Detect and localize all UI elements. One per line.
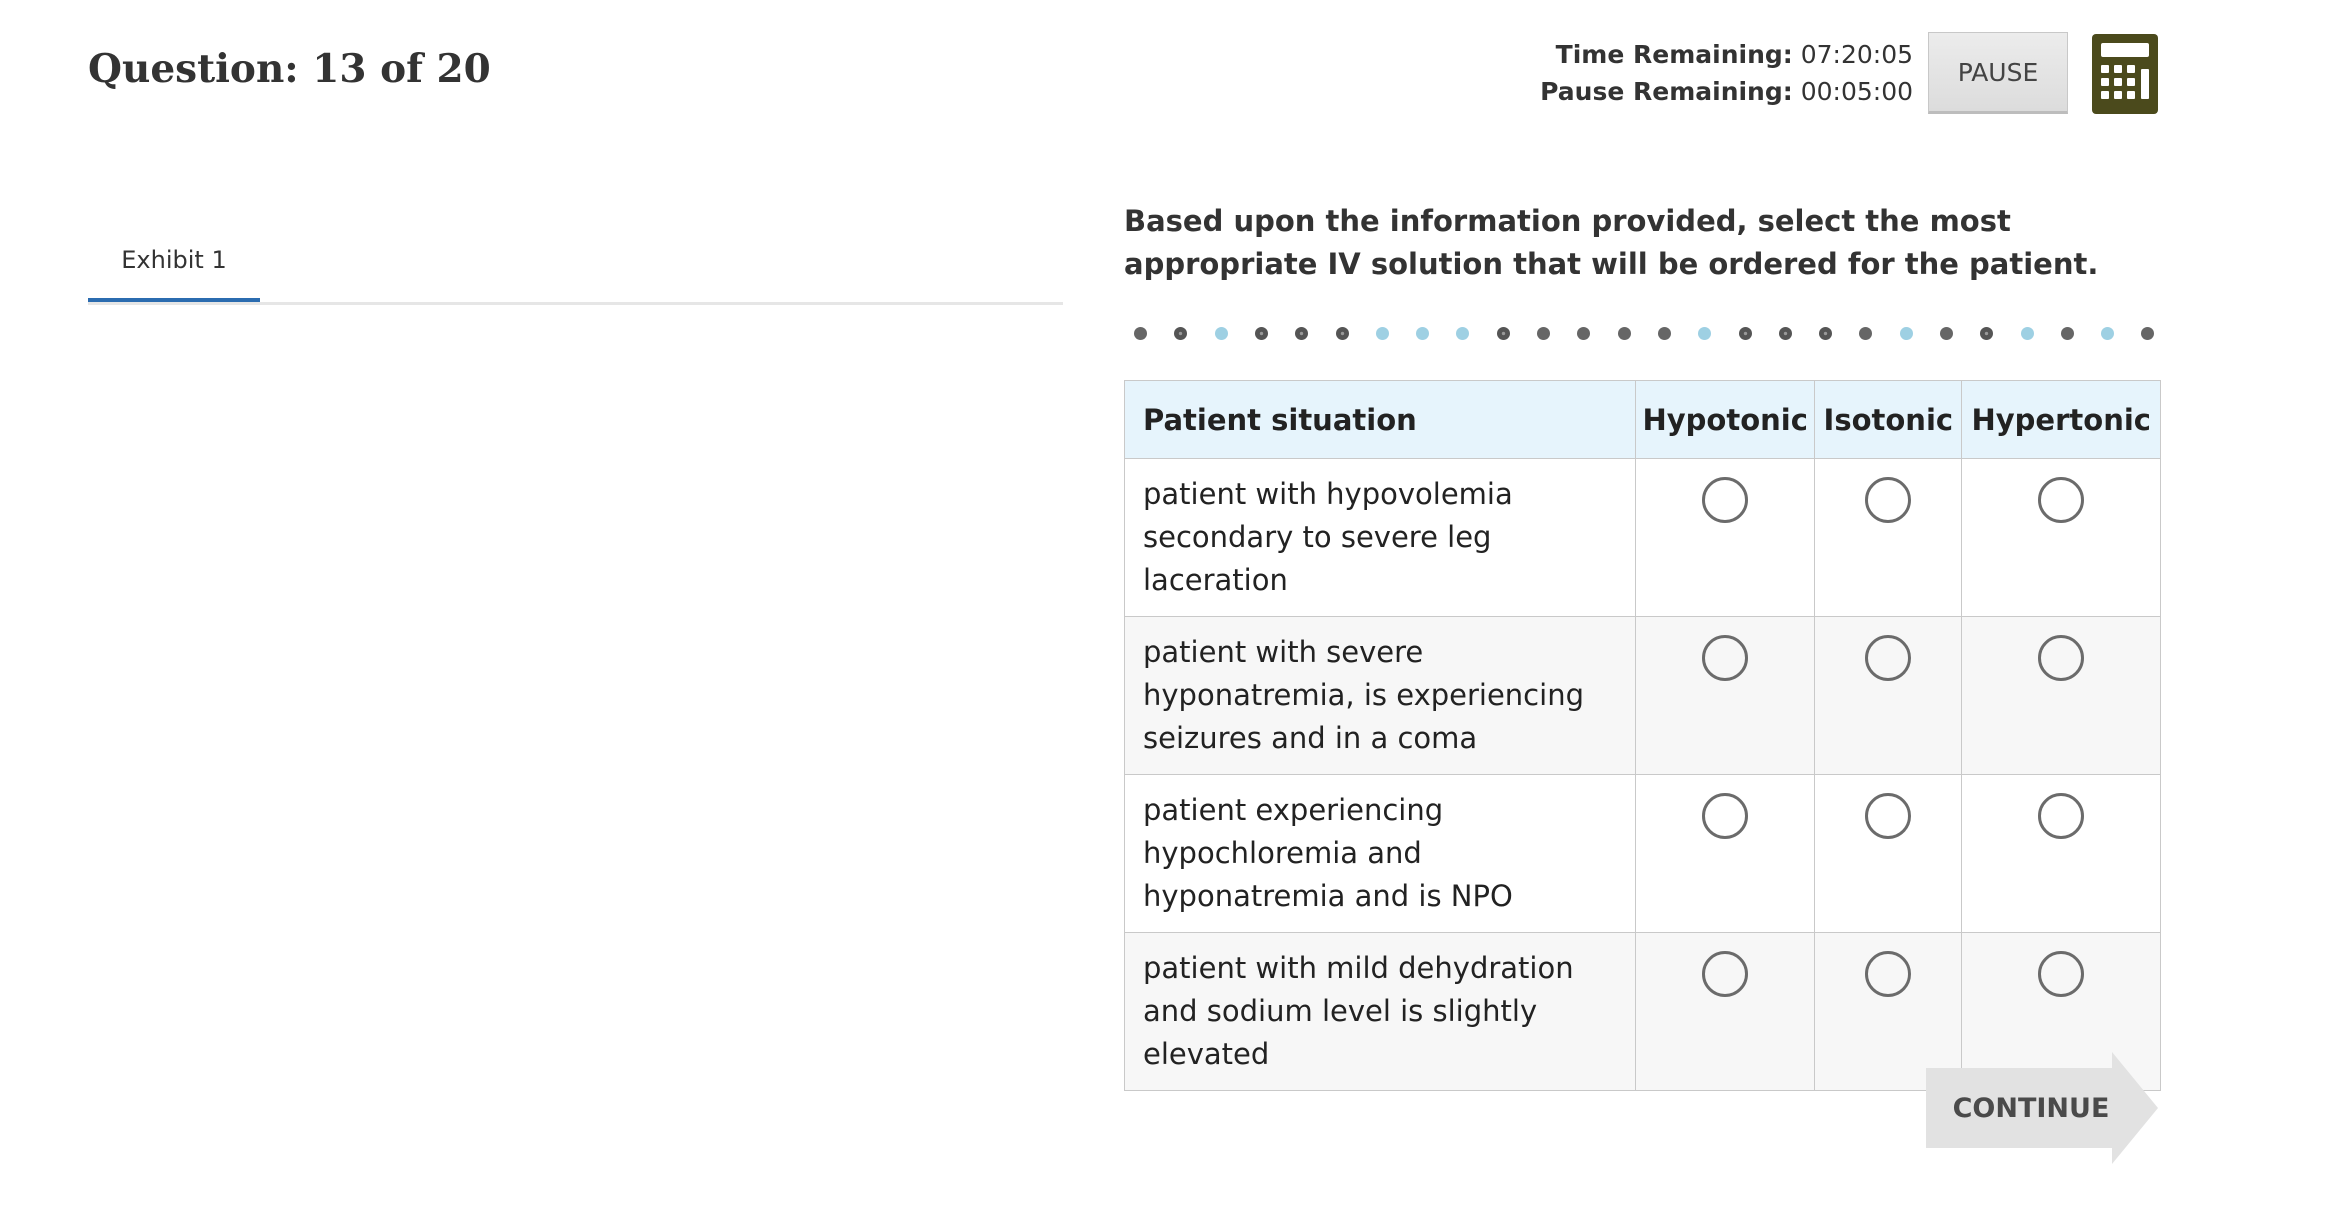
- tab-exhibit-1[interactable]: Exhibit 1: [88, 222, 260, 302]
- progress-dot: [1537, 327, 1550, 340]
- progress-dot: [1739, 327, 1752, 340]
- answer-matrix: [1124, 380, 2161, 1091]
- progress-dot: [1940, 327, 1953, 340]
- question-counter: Question: 13 of 20: [88, 46, 491, 92]
- table-row: [1125, 617, 2161, 775]
- calculator-key: [2101, 65, 2109, 73]
- time-remaining-label: Time Remaining:: [1555, 40, 1793, 69]
- timer-block: [1540, 36, 1913, 110]
- hypertonic-cell: [1962, 459, 2161, 617]
- progress-dot: [1295, 327, 1308, 340]
- progress-dot: [1134, 327, 1147, 340]
- progress-dot: [1497, 327, 1510, 340]
- progress-dot: [1859, 327, 1872, 340]
- hypotonic-cell: [1636, 459, 1815, 617]
- radio-hypertonic[interactable]: [2038, 635, 2084, 681]
- calculator-key: [2114, 78, 2122, 86]
- progress-dots: [1134, 322, 2164, 346]
- progress-dot: [1698, 327, 1711, 340]
- time-remaining-row: [1540, 36, 1913, 73]
- continue-label: CONTINUE: [1952, 1092, 2110, 1124]
- question-prompt: Based upon the information provided, select the most appropriate IV solution that will be ordered for the patient.: [1124, 204, 2099, 281]
- isotonic-cell: [1815, 775, 1962, 933]
- header-hypotonic: Hypotonic: [1636, 381, 1815, 459]
- progress-dot: [1456, 327, 1469, 340]
- calculator-key: [2114, 91, 2122, 99]
- patient-situation-cell: patient experiencing hypochloremia and hyponatremia and is NPO: [1125, 775, 1636, 933]
- progress-dot: [2141, 327, 2154, 340]
- continue-button[interactable]: [1926, 1052, 2158, 1164]
- progress-dot: [1658, 327, 1671, 340]
- calculator-key: [2101, 91, 2109, 99]
- progress-dot: [2101, 327, 2114, 340]
- pause-remaining-value: 00:05:00: [1800, 77, 1913, 106]
- radio-hypotonic[interactable]: [1702, 635, 1748, 681]
- progress-dot: [1416, 327, 1429, 340]
- isotonic-cell: [1815, 459, 1962, 617]
- progress-dot: [1900, 327, 1913, 340]
- progress-dot: [1819, 327, 1832, 340]
- radio-isotonic[interactable]: [1865, 951, 1911, 997]
- progress-dot: [2021, 327, 2034, 340]
- matrix-header-row: [1125, 381, 2161, 459]
- calculator-key: [2141, 69, 2149, 99]
- progress-dot: [1336, 327, 1349, 340]
- radio-hypotonic[interactable]: [1702, 477, 1748, 523]
- hypotonic-cell: [1636, 617, 1815, 775]
- hypotonic-cell: [1636, 933, 1815, 1091]
- table-row: [1125, 775, 2161, 933]
- hypertonic-cell: [1962, 775, 2161, 933]
- progress-dot: [1980, 327, 1993, 340]
- radio-hypotonic[interactable]: [1702, 951, 1748, 997]
- radio-hypotonic[interactable]: [1702, 793, 1748, 839]
- pause-button[interactable]: PAUSE: [1928, 32, 2068, 114]
- radio-isotonic[interactable]: [1865, 793, 1911, 839]
- progress-dot: [1174, 327, 1187, 340]
- patient-situation-cell: patient with hypovolemia secondary to severe leg laceration: [1125, 459, 1636, 617]
- radio-hypertonic[interactable]: [2038, 793, 2084, 839]
- patient-situation-cell: patient with severe hyponatremia, is experiencing seizures and in a coma: [1125, 617, 1636, 775]
- progress-dot: [1618, 327, 1631, 340]
- header-isotonic: Isotonic: [1815, 381, 1962, 459]
- calculator-key: [2127, 65, 2135, 73]
- calculator-key: [2127, 91, 2135, 99]
- hypertonic-cell: [1962, 617, 2161, 775]
- progress-dot: [1255, 327, 1268, 340]
- calculator-screen: [2101, 43, 2149, 57]
- progress-dot: [1215, 327, 1228, 340]
- hypotonic-cell: [1636, 775, 1815, 933]
- progress-dot: [1779, 327, 1792, 340]
- calculator-key: [2101, 78, 2109, 86]
- table-row: [1125, 459, 2161, 617]
- radio-hypertonic[interactable]: [2038, 951, 2084, 997]
- header-patient-situation: Patient situation: [1125, 381, 1636, 459]
- patient-situation-cell: patient with mild dehydration and sodium level is slightly elevated: [1125, 933, 1636, 1091]
- progress-dot: [1376, 327, 1389, 340]
- calculator-key: [2114, 65, 2122, 73]
- calculator-key: [2127, 78, 2135, 86]
- header-hypertonic: Hypertonic: [1962, 381, 2161, 459]
- radio-isotonic[interactable]: [1865, 635, 1911, 681]
- time-remaining-value: 07:20:05: [1800, 40, 1913, 69]
- calculator-icon[interactable]: [2092, 34, 2158, 114]
- pause-remaining-label: Pause Remaining:: [1540, 77, 1793, 106]
- pause-remaining-row: [1540, 73, 1913, 110]
- progress-dot: [1577, 327, 1590, 340]
- progress-dot: [2061, 327, 2074, 340]
- exhibit-tabs: [88, 222, 1063, 305]
- isotonic-cell: [1815, 617, 1962, 775]
- radio-hypertonic[interactable]: [2038, 477, 2084, 523]
- radio-isotonic[interactable]: [1865, 477, 1911, 523]
